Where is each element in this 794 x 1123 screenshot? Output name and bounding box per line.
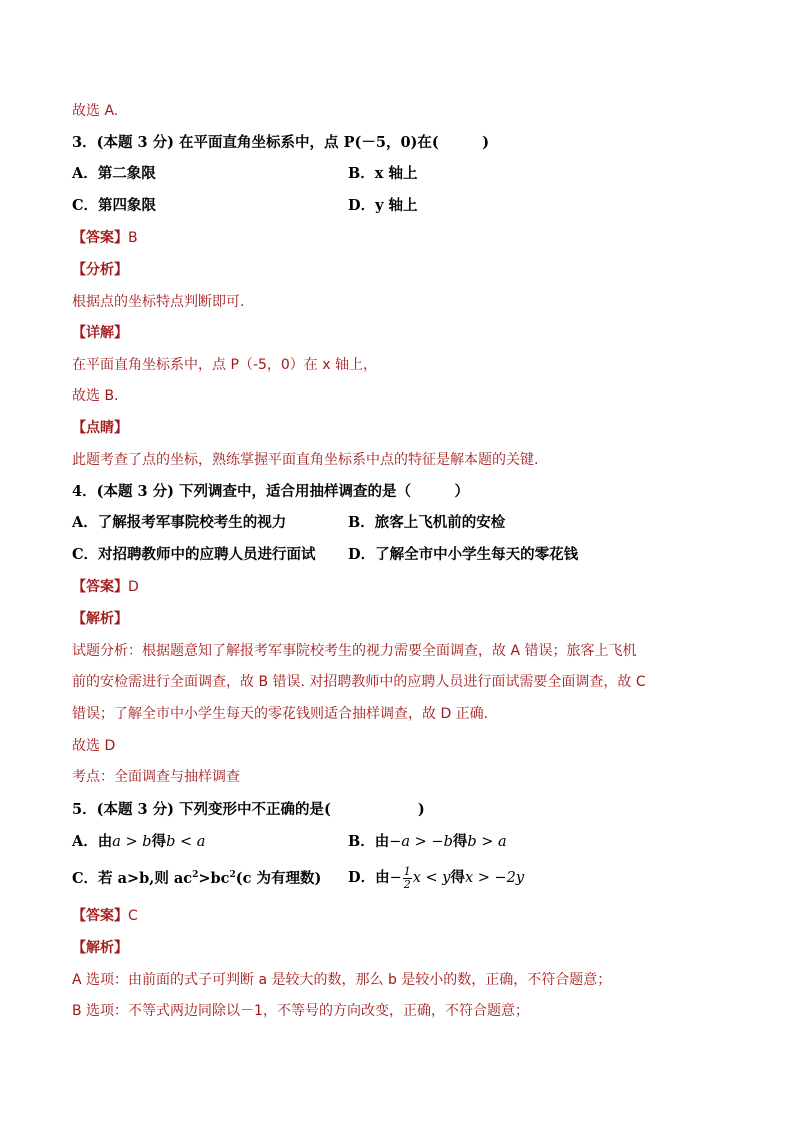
q5-option-b-math1: −a > −b <box>389 834 453 850</box>
q3-option-b: B．x 轴上 <box>348 165 418 182</box>
q5-option-d-fraction <box>403 866 412 891</box>
q5-option-d <box>348 865 524 891</box>
q5-option-d-math1: x < y <box>412 870 451 886</box>
q4-option-c: C．对招聘教师中的应聘人员进行面试 <box>72 546 316 563</box>
q3-comment: 此题考查了点的坐标，熟练掌握平面直角坐标系中点的特征是解本题的关键. <box>72 452 539 468</box>
q5-option-b-mid: 得 <box>452 833 468 850</box>
q4-answer-row <box>72 577 139 597</box>
answer-tag: 【答案】 <box>72 579 128 595</box>
answer-tag: 【答案】 <box>72 230 128 246</box>
answer-tag: 【答案】 <box>72 908 128 924</box>
q3-comment-tag: 【点睛】 <box>72 420 128 436</box>
q3-option-c: C．第四象限 <box>72 197 157 214</box>
q3-conclusion: 故选 B. <box>72 388 119 404</box>
q5-option-c-sup2: 2 <box>229 870 236 881</box>
q4-analysis-tag: 【解析】 <box>72 611 128 627</box>
q3-detail-tag: 【详解】 <box>72 325 128 341</box>
q3-stem: 3．(本题 3 分) 在平面直角坐标系中，点 P(－5，0)在( ) <box>72 134 490 151</box>
q3-answer: B <box>128 230 138 246</box>
q3-option-d: D．y 轴上 <box>348 197 418 214</box>
q5-option-b-prefix: B．由 <box>348 833 390 850</box>
q5-answer-row <box>72 906 138 926</box>
q5-option-c-sup1: 2 <box>192 870 199 881</box>
q3-detail: 在平面直角坐标系中，点 P（-5，0）在 x 轴上， <box>72 357 377 373</box>
q5-option-a <box>72 832 205 852</box>
q5-option-d-mid: 得 <box>450 869 465 886</box>
q5-option-d-prefix: D．由 <box>348 869 390 886</box>
q5-analysis-line-1: A 选项：由前面的式子可判断 a 是较大的数，那么 b 是较小的数，正确，不符合题意； <box>72 972 612 988</box>
q3-answer-row <box>72 228 138 248</box>
q5-option-a-math1: a > b <box>112 834 152 850</box>
q4-analysis-line-2: 前的安检需进行全面调查，故 B 错误. 对招聘教师中的应聘人员进行面试需要全面调查，故 C <box>72 674 646 690</box>
q5-option-a-mid: 得 <box>151 833 167 850</box>
q5-option-c-part1: C．若 a>b,则 ac <box>72 870 193 887</box>
fraction-denominator: 2 <box>403 877 411 891</box>
q5-option-d-math2: x > −2y <box>464 870 525 886</box>
q3-analysis-tag: 【分析】 <box>72 262 128 278</box>
q5-answer: C <box>128 908 138 924</box>
q5-option-b-math2: b > a <box>467 834 507 850</box>
q4-option-a: A．了解报考军事院校考生的视力 <box>72 514 287 531</box>
q5-option-c <box>72 869 321 889</box>
fraction-numerator: 1 <box>403 864 411 878</box>
q4-kaodian: 考点：全面调查与抽样调查 <box>72 769 240 785</box>
q5-option-a-math2: b < a <box>166 834 206 850</box>
q4-answer: D <box>128 579 139 595</box>
q4-option-d: D．了解全市中小学生每天的零花钱 <box>348 546 579 563</box>
q4-option-b: B．旅客上飞机前的安检 <box>348 514 506 531</box>
q5-option-c-part3: (c 为有理数) <box>235 870 322 887</box>
q5-stem: 5．(本题 3 分) 下列变形中不正确的是( ) <box>72 801 425 818</box>
q4-analysis-line-3: 错误；了解全市中小学生每天的零花钱则适合抽样调查，故 D 正确. <box>72 706 489 722</box>
q4-stem: 4．(本题 3 分) 下列调查中，适合用抽样调查的是（ ） <box>72 483 470 500</box>
q5-option-a-prefix: A．由 <box>72 833 113 850</box>
q2-conclusion: 故选 A. <box>72 103 119 119</box>
q5-analysis-line-2: B 选项：不等式两边同除以－1，不等号的方向改变，正确，不符合题意； <box>72 1003 529 1019</box>
q5-option-b <box>348 832 507 852</box>
q4-analysis-line-1: 试题分析：根据题意知了解报考军事院校考生的视力需要全面调查，故 A 错误；旅客上飞机 <box>72 643 637 659</box>
q3-option-a: A．第二象限 <box>72 165 156 182</box>
q3-analysis: 根据点的坐标特点判断即可. <box>72 294 245 310</box>
q5-option-c-part2: >bc <box>198 870 230 887</box>
q5-option-d-neg: − <box>389 870 402 886</box>
q5-analysis-tag: 【解析】 <box>72 940 128 956</box>
q4-conclusion: 故选 D <box>72 738 116 754</box>
